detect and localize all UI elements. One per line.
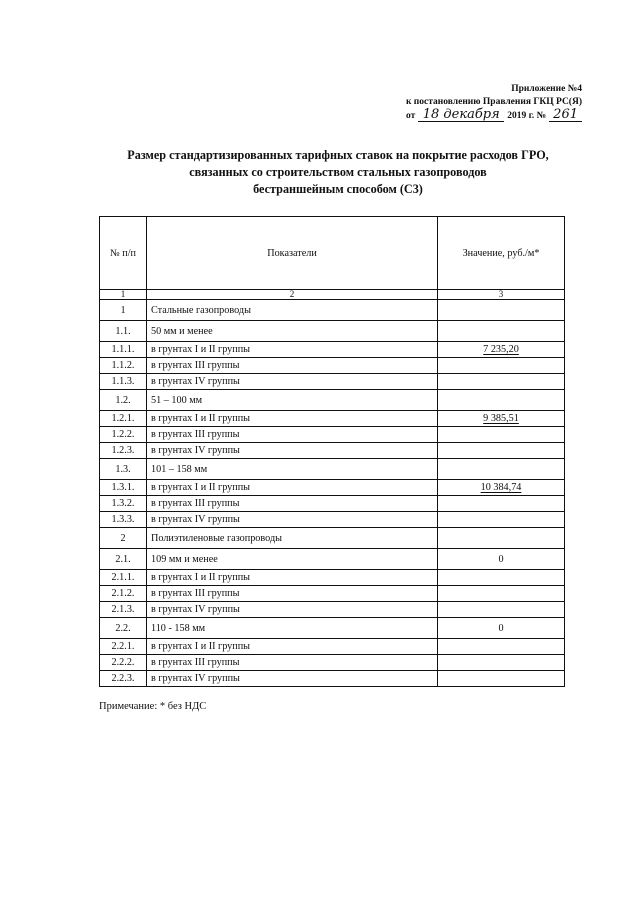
row-label: в грунтах III группы bbox=[147, 427, 438, 443]
table-row bbox=[100, 459, 565, 480]
row-value: 0 bbox=[438, 618, 565, 639]
table-row bbox=[100, 300, 565, 321]
table-row bbox=[100, 655, 565, 671]
tariff-table bbox=[99, 216, 565, 687]
table-row bbox=[100, 512, 565, 528]
row-number: 2.2. bbox=[100, 618, 147, 639]
row-label: в грунтах I и II группы bbox=[147, 342, 438, 358]
table-row bbox=[100, 639, 565, 655]
row-number: 2.1.2. bbox=[100, 586, 147, 602]
row-number: 1.3. bbox=[100, 459, 147, 480]
row-label: 110 - 158 мм bbox=[147, 618, 438, 639]
table-row bbox=[100, 549, 565, 570]
row-label: в грунтах III группы bbox=[147, 586, 438, 602]
row-value bbox=[438, 496, 565, 512]
row-number: 1 bbox=[100, 300, 147, 321]
row-label: в грунтах IV группы bbox=[147, 671, 438, 687]
row-label: 101 – 158 мм bbox=[147, 459, 438, 480]
appendix-from-label: от bbox=[405, 111, 416, 121]
row-value bbox=[438, 459, 565, 480]
row-value bbox=[438, 602, 565, 618]
row-number: 1.3.3. bbox=[100, 512, 147, 528]
handwritten-number: 261 bbox=[549, 109, 582, 122]
table-row bbox=[100, 390, 565, 411]
row-value bbox=[438, 528, 565, 549]
appendix-reference: к постановлению Правления ГКЦ РС(Я) bbox=[405, 97, 582, 107]
row-value bbox=[438, 427, 565, 443]
row-label: Полиэтиленовые газопроводы bbox=[147, 528, 438, 549]
appendix-year-label: 2019 г. № bbox=[507, 111, 547, 121]
row-value bbox=[438, 639, 565, 655]
row-value bbox=[438, 586, 565, 602]
row-number: 1.3.2. bbox=[100, 496, 147, 512]
row-number: 1.1.3. bbox=[100, 374, 147, 390]
row-label: 51 – 100 мм bbox=[147, 390, 438, 411]
table-row bbox=[100, 443, 565, 459]
row-number: 2.1.1. bbox=[100, 570, 147, 586]
row-number: 1.2.2. bbox=[100, 427, 147, 443]
column-number-row bbox=[100, 290, 565, 300]
row-label: в грунтах I и II группы bbox=[147, 639, 438, 655]
row-label: в грунтах I и II группы bbox=[147, 411, 438, 427]
row-number: 2.1.3. bbox=[100, 602, 147, 618]
column-number: 3 bbox=[438, 290, 565, 300]
row-value bbox=[438, 300, 565, 321]
row-value bbox=[438, 374, 565, 390]
row-value-text: 7 235,20 bbox=[483, 344, 519, 355]
row-label: в грунтах III группы bbox=[147, 358, 438, 374]
row-value: 0 bbox=[438, 549, 565, 570]
row-number: 1.1. bbox=[100, 321, 147, 342]
row-value bbox=[438, 390, 565, 411]
row-number: 1.1.1. bbox=[100, 342, 147, 358]
row-number: 1.3.1. bbox=[100, 480, 147, 496]
row-value bbox=[438, 321, 565, 342]
title-line-2: связанных со строительством стальных газопроводов bbox=[189, 165, 487, 179]
row-value bbox=[438, 358, 565, 374]
table-row bbox=[100, 342, 565, 358]
row-number: 2 bbox=[100, 528, 147, 549]
row-number: 2.2.3. bbox=[100, 671, 147, 687]
appendix-title: Приложение №4 bbox=[511, 84, 582, 94]
row-number: 2.2.2. bbox=[100, 655, 147, 671]
row-number: 1.2.1. bbox=[100, 411, 147, 427]
row-label: в грунтах I и II группы bbox=[147, 480, 438, 496]
row-label: в грунтах IV группы bbox=[147, 374, 438, 390]
row-label: 50 мм и менее bbox=[147, 321, 438, 342]
table-row bbox=[100, 528, 565, 549]
row-label: в грунтах I и II группы bbox=[147, 570, 438, 586]
row-value-text: 9 385,51 bbox=[483, 413, 519, 424]
row-value-text: 10 384,74 bbox=[480, 482, 522, 493]
row-number: 1.2. bbox=[100, 390, 147, 411]
row-label: Стальные газопроводы bbox=[147, 300, 438, 321]
header-value: Значение, руб./м* bbox=[438, 217, 565, 290]
column-number: 1 bbox=[100, 290, 147, 300]
table-header-row bbox=[100, 217, 565, 290]
column-number: 2 bbox=[147, 290, 438, 300]
row-value bbox=[438, 411, 565, 427]
table-row bbox=[100, 358, 565, 374]
table-row bbox=[100, 671, 565, 687]
header-number: № п/п bbox=[100, 217, 147, 290]
row-label: в грунтах IV группы bbox=[147, 512, 438, 528]
row-label: 109 мм и менее bbox=[147, 549, 438, 570]
appendix-block bbox=[406, 83, 582, 123]
row-number: 1.1.2. bbox=[100, 358, 147, 374]
row-value bbox=[438, 342, 565, 358]
document-title bbox=[88, 147, 588, 198]
header-indicators: Показатели bbox=[147, 217, 438, 290]
table-row bbox=[100, 586, 565, 602]
table-row bbox=[100, 374, 565, 390]
row-value bbox=[438, 655, 565, 671]
row-label: в грунтах III группы bbox=[147, 655, 438, 671]
title-line-1: Размер стандартизированных тарифных ставок на покрытие расходов ГРО, bbox=[127, 148, 549, 162]
row-value bbox=[438, 570, 565, 586]
row-value bbox=[438, 443, 565, 459]
appendix-date-line bbox=[406, 109, 582, 123]
row-number: 1.2.3. bbox=[100, 443, 147, 459]
footnote: Примечание: * без НДС bbox=[99, 701, 207, 712]
row-number: 2.1. bbox=[100, 549, 147, 570]
row-value bbox=[438, 480, 565, 496]
table-row bbox=[100, 480, 565, 496]
table-row bbox=[100, 570, 565, 586]
table-row bbox=[100, 602, 565, 618]
row-value bbox=[438, 671, 565, 687]
row-number: 2.2.1. bbox=[100, 639, 147, 655]
title-line-3: бестраншейным способом (С3) bbox=[253, 182, 423, 196]
table-row bbox=[100, 321, 565, 342]
handwritten-date: 18 декабря bbox=[418, 109, 504, 122]
table-row bbox=[100, 618, 565, 639]
table-row bbox=[100, 496, 565, 512]
row-label: в грунтах IV группы bbox=[147, 443, 438, 459]
row-label: в грунтах III группы bbox=[147, 496, 438, 512]
table-row bbox=[100, 411, 565, 427]
row-value bbox=[438, 512, 565, 528]
row-label: в грунтах IV группы bbox=[147, 602, 438, 618]
table-row bbox=[100, 427, 565, 443]
